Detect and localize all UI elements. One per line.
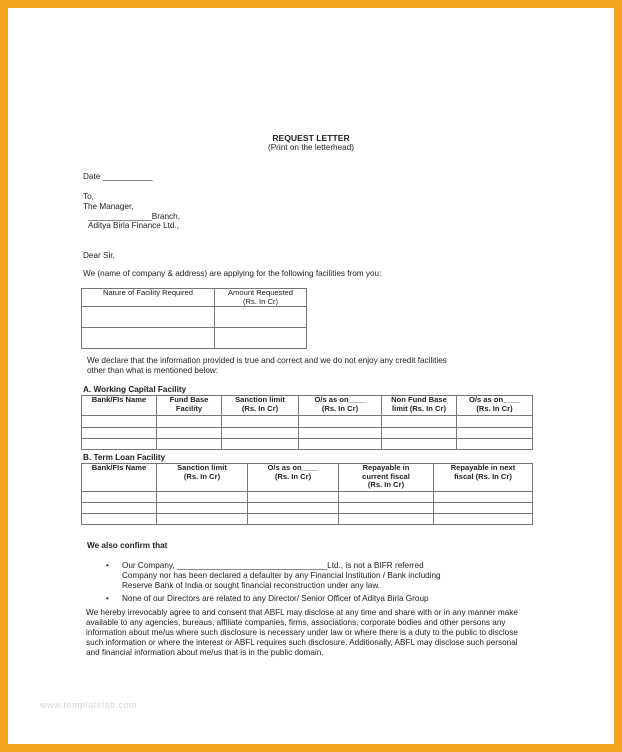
wc-header-non-fund: Non Fund Base limit (Rs. In Cr) xyxy=(382,396,457,416)
term-loan-table xyxy=(81,463,533,525)
table-cell[interactable] xyxy=(434,492,533,503)
table-cell[interactable] xyxy=(82,307,215,328)
table-cell[interactable] xyxy=(434,514,533,525)
table-cell[interactable] xyxy=(222,439,299,450)
table-cell[interactable] xyxy=(339,503,434,514)
branch-line: ______________Branch, xyxy=(88,212,180,221)
table-cell[interactable] xyxy=(248,503,339,514)
tl-header-repay-next: Repayable in next fiscal (Rs. In Cr) xyxy=(434,464,533,492)
table-cell[interactable] xyxy=(299,416,382,428)
tl-header-os: O/s as on____ (Rs. In Cr) xyxy=(248,464,339,492)
letter-subtitle: (Print on the letterhead) xyxy=(267,143,355,152)
consent-paragraph: We hereby irrevocably agree to and consent that ABFL may disclose at any time and share with or in any manner make available to any agencies, bureaus, affiliate companies, firms, associations, corporate bodies and other persons any information about me/us where such disclosure is necessary under law or where there is a duty to the public to disclose such information or where the interest or ABFL requires such disclosure. Additionally, ABFL may disclose such personal and financial information about me/us that is in the public domain. xyxy=(86,608,518,657)
table-cell[interactable] xyxy=(382,439,457,450)
table-cell[interactable] xyxy=(157,514,248,525)
list-item xyxy=(106,594,526,604)
tl-header-repay-current: Repayable in current fiscal (Rs. In Cr) xyxy=(339,464,434,492)
table-cell[interactable] xyxy=(222,416,299,428)
confirm-bullet-2: None of our Directors are related to any Director/ Senior Officer of Aditya Birla Group xyxy=(122,594,429,603)
table-row xyxy=(82,503,533,514)
facility-header-nature: Nature of Facility Required xyxy=(82,289,215,307)
table-cell[interactable] xyxy=(82,492,157,503)
table-cell[interactable] xyxy=(82,514,157,525)
table-cell[interactable] xyxy=(82,428,157,439)
bullet-icon: • xyxy=(106,561,109,570)
table-cell[interactable] xyxy=(157,503,248,514)
table-cell[interactable] xyxy=(339,514,434,525)
table-cell[interactable] xyxy=(248,492,339,503)
table-row xyxy=(82,439,533,450)
table-cell[interactable] xyxy=(157,439,222,450)
table-cell[interactable] xyxy=(157,492,248,503)
table-cell[interactable] xyxy=(215,307,307,328)
table-cell[interactable] xyxy=(457,439,533,450)
term-loan-heading: B. Term Loan Facility xyxy=(83,453,166,462)
table-cell[interactable] xyxy=(457,428,533,439)
bullet-icon: • xyxy=(106,594,109,603)
table-cell[interactable] xyxy=(157,416,222,428)
table-cell[interactable] xyxy=(82,439,157,450)
tl-header-bank: Bank/FIs Name xyxy=(82,464,157,492)
table-cell[interactable] xyxy=(82,416,157,428)
date-line: Date ___________ xyxy=(83,172,153,181)
facility-table xyxy=(81,288,307,349)
tl-header-sanction: Sanction limit (Rs. In Cr) xyxy=(157,464,248,492)
confirm-heading: We also confirm that xyxy=(87,541,168,550)
wc-header-bank: Bank/FIs Name xyxy=(82,396,157,416)
table-cell[interactable] xyxy=(82,503,157,514)
table-row xyxy=(82,514,533,525)
table-cell[interactable] xyxy=(248,514,339,525)
company-line: Aditya Birla Finance Ltd., xyxy=(88,221,180,230)
to-line: To, xyxy=(83,192,94,201)
declaration-line-1: We declare that the information provided is true and correct and we do not enjoy any credit facilities xyxy=(87,356,447,365)
table-row xyxy=(82,307,307,328)
wc-header-fund-base: Fund Base Facility xyxy=(157,396,222,416)
wc-header-os-2: O/s as on____ (Rs. In Cr) xyxy=(457,396,533,416)
table-row xyxy=(82,428,533,439)
wc-header-sanction: Sanction limit (Rs. In Cr) xyxy=(222,396,299,416)
table-row xyxy=(82,416,533,428)
table-row xyxy=(82,328,307,349)
table-cell[interactable] xyxy=(222,428,299,439)
table-cell[interactable] xyxy=(82,328,215,349)
watermark: www.templatelab.com xyxy=(40,700,138,710)
working-capital-heading: A. Working Capital Facility xyxy=(83,385,187,394)
declaration-line-2: other than what is mentioned below: xyxy=(87,366,219,375)
confirm-bullet-list xyxy=(106,561,526,607)
table-cell[interactable] xyxy=(299,428,382,439)
table-cell[interactable] xyxy=(299,439,382,450)
table-cell[interactable] xyxy=(434,503,533,514)
table-row xyxy=(82,492,533,503)
manager-line: The Manager, xyxy=(83,202,134,211)
list-item xyxy=(106,561,526,591)
table-cell[interactable] xyxy=(157,428,222,439)
table-cell[interactable] xyxy=(215,328,307,349)
working-capital-table xyxy=(81,395,533,450)
salutation: Dear Sir, xyxy=(83,251,115,260)
wc-header-os: O/s as on____ (Rs. In Cr) xyxy=(299,396,382,416)
table-cell[interactable] xyxy=(382,416,457,428)
facility-header-amount: Amount Requested (Rs. In Cr) xyxy=(215,289,307,307)
confirm-bullet-1: Our Company, _________________________________Ltd., is not a BIFR referred Company nor has been declared a defaulter by any Financial Institution / Bank including Reserve Bank of India or sought financial reconstruction under any law. xyxy=(122,561,441,590)
letter-title: REQUEST LETTER xyxy=(272,133,350,143)
intro-text: We (name of company & address) are applying for the following facilities from you: xyxy=(83,269,382,278)
table-cell[interactable] xyxy=(457,416,533,428)
table-cell[interactable] xyxy=(339,492,434,503)
table-cell[interactable] xyxy=(382,428,457,439)
